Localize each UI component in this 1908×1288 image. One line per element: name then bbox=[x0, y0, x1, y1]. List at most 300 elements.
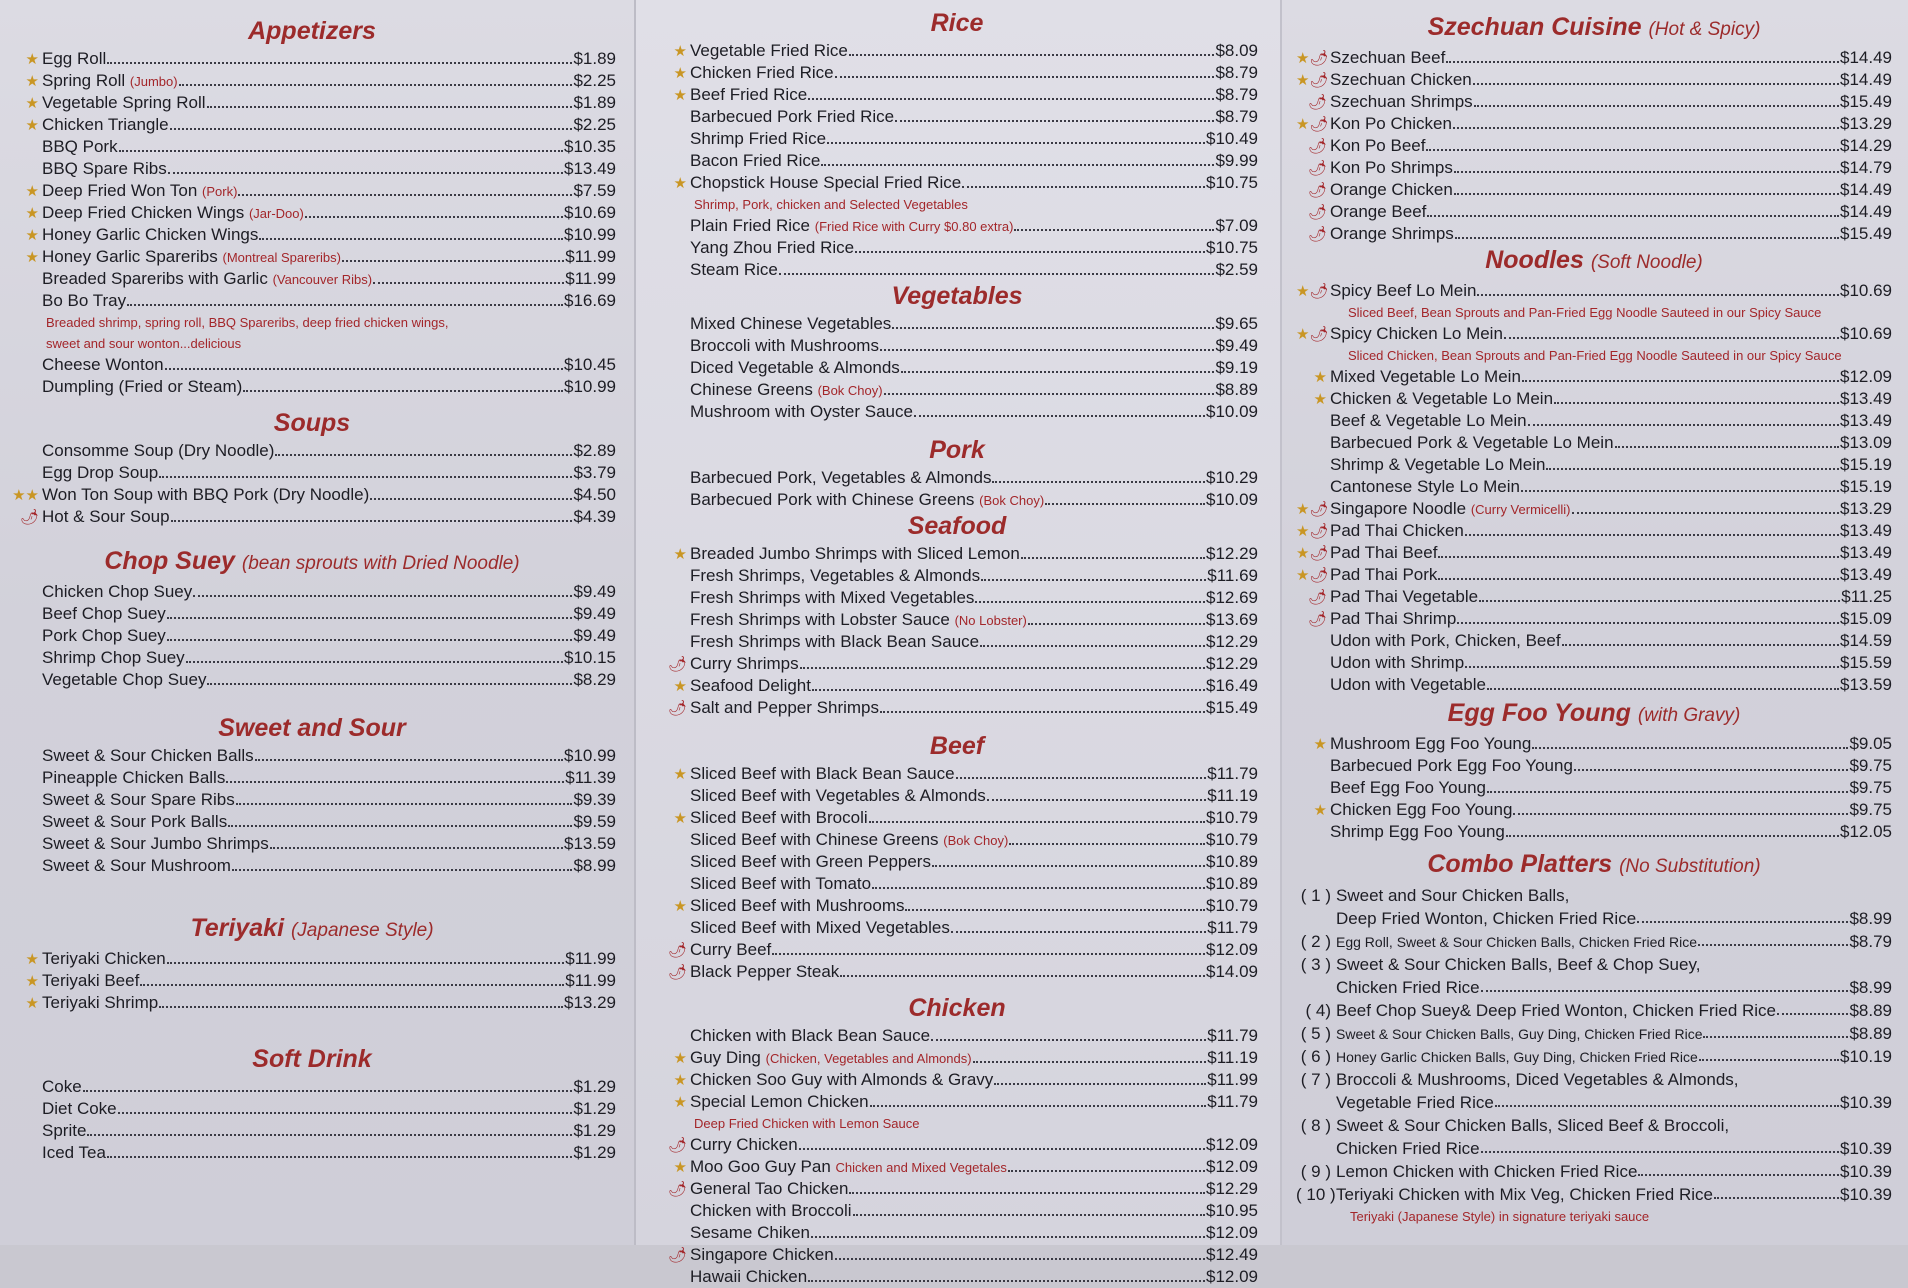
item-price: $1.89 bbox=[573, 93, 616, 112]
item-name bbox=[42, 462, 158, 484]
item-price: $3.79 bbox=[573, 463, 616, 482]
menu-item bbox=[656, 40, 1258, 62]
item-price: $7.59 bbox=[573, 181, 616, 200]
item-price: $13.49 bbox=[1840, 411, 1892, 430]
item-name bbox=[42, 1098, 117, 1120]
section-title: Teriyaki bbox=[190, 914, 285, 942]
item-name-text: Bo Bo Tray bbox=[42, 291, 127, 310]
dot-leader bbox=[167, 603, 573, 619]
star-icon: ★ bbox=[1296, 523, 1310, 540]
item-price: $10.69 bbox=[1840, 281, 1892, 300]
item-price: $11.25 bbox=[1841, 587, 1892, 606]
dot-leader bbox=[243, 376, 563, 392]
item-price: $11.19 bbox=[1207, 786, 1258, 805]
item-name-text: Curry Beef bbox=[690, 940, 772, 959]
dot-leader bbox=[835, 1244, 1205, 1260]
combo-number: ( 8 ) bbox=[1300, 1116, 1331, 1135]
dot-leader bbox=[827, 128, 1205, 144]
item-name bbox=[1330, 608, 1456, 630]
star-icon: ★ bbox=[1296, 283, 1310, 300]
combo-line bbox=[1296, 953, 1892, 976]
item-marker bbox=[1296, 800, 1330, 822]
dot-leader bbox=[987, 785, 1206, 801]
item-name bbox=[690, 40, 848, 62]
section-heading bbox=[656, 435, 1258, 465]
item-name-text: Hot & Sour Soup bbox=[42, 507, 170, 526]
item-name bbox=[42, 246, 341, 269]
section-heading bbox=[8, 546, 616, 579]
dot-leader bbox=[994, 1069, 1206, 1085]
item-name bbox=[42, 970, 139, 992]
item-price: $12.29 bbox=[1206, 632, 1258, 651]
dot-leader bbox=[812, 675, 1205, 691]
dot-leader bbox=[83, 1076, 573, 1092]
item-price: $16.49 bbox=[1206, 676, 1258, 695]
menu-panel-right bbox=[1282, 0, 1908, 1245]
item-name-text: Beef Fried Rice bbox=[690, 85, 808, 104]
item-name bbox=[1330, 91, 1473, 113]
star-icon: ★ bbox=[1313, 736, 1327, 753]
menu-item bbox=[8, 376, 616, 398]
item-name-text: Sliced Beef with Mixed Vegetables bbox=[690, 918, 950, 937]
item-name bbox=[690, 1156, 1007, 1179]
item-price: $15.59 bbox=[1840, 653, 1892, 672]
item-price: $10.29 bbox=[1206, 468, 1258, 487]
item-name bbox=[690, 851, 931, 873]
menu-section-beef bbox=[656, 731, 1258, 983]
item-name bbox=[42, 114, 169, 136]
item-name bbox=[1330, 201, 1426, 223]
combo-item bbox=[1296, 1160, 1892, 1183]
chili-pepper-icon: 🌶 bbox=[1309, 567, 1329, 584]
item-name-text: Teriyaki Chicken bbox=[42, 949, 166, 968]
menu-item bbox=[8, 1076, 616, 1098]
combo-text: Sweet & Sour Chicken Balls, Sliced Beef & Broccoli, bbox=[1336, 1116, 1730, 1135]
item-name-text: Sweet & Sour Chicken Balls bbox=[42, 746, 254, 765]
star-icon: ★ bbox=[25, 205, 39, 222]
dot-leader bbox=[179, 70, 573, 86]
item-name-text: Sliced Beef with Black Bean Sauce bbox=[690, 764, 955, 783]
item-name bbox=[690, 62, 834, 84]
star-icon: ★ bbox=[673, 43, 687, 60]
chili-pepper-icon: 🌶 bbox=[1309, 283, 1329, 300]
menu-panel-middle bbox=[636, 0, 1282, 1286]
combo-line bbox=[1296, 1114, 1892, 1137]
section-heading bbox=[1296, 12, 1892, 45]
item-note: (No Lobster) bbox=[954, 613, 1027, 628]
menu-item bbox=[656, 84, 1258, 106]
item-marker bbox=[656, 1245, 690, 1267]
combo-description: Deep Fried Wonton, Chicken Fried Rice bbox=[1336, 909, 1637, 928]
item-price: $10.79 bbox=[1206, 808, 1258, 827]
menu-section-seafood bbox=[656, 511, 1258, 719]
item-name bbox=[42, 202, 304, 225]
item-name bbox=[690, 587, 974, 609]
item-name-text: Diced Vegetable & Almonds bbox=[690, 358, 900, 377]
dot-leader bbox=[1427, 201, 1839, 217]
chili-pepper-icon: 🌶 bbox=[667, 1181, 687, 1198]
item-name-text: Broccoli with Mushrooms bbox=[690, 336, 879, 355]
menu-item bbox=[1296, 432, 1892, 454]
item-name-text: Chicken Soo Guy with Almonds & Gravy bbox=[690, 1070, 994, 1089]
star-icon: ★ bbox=[1296, 326, 1310, 343]
item-marker bbox=[656, 1070, 690, 1092]
dot-leader bbox=[981, 565, 1206, 581]
item-name-text: Curry Shrimps bbox=[690, 654, 799, 673]
item-marker bbox=[1296, 180, 1330, 202]
item-marker bbox=[656, 1092, 690, 1114]
dot-leader bbox=[238, 180, 572, 196]
item-name-text: Guy Ding bbox=[690, 1048, 761, 1067]
section-heading bbox=[656, 993, 1258, 1023]
menu-item bbox=[656, 1091, 1258, 1113]
item-price: $13.49 bbox=[564, 159, 616, 178]
menu-section-soft-drink bbox=[8, 1044, 616, 1164]
combo-text: Sweet and Sour Chicken Balls, bbox=[1336, 886, 1570, 905]
item-price: $9.99 bbox=[1215, 151, 1258, 170]
item-name bbox=[690, 467, 991, 489]
combo-description: Teriyaki Chicken with Mix Veg, Chicken Fried Rice bbox=[1336, 1185, 1713, 1204]
item-price: $10.49 bbox=[1206, 129, 1258, 148]
item-marker bbox=[1296, 499, 1330, 521]
dot-leader bbox=[951, 917, 1206, 933]
menu-item bbox=[1296, 91, 1892, 113]
item-name-text: Pad Thai Pork bbox=[1330, 565, 1438, 584]
item-note: (Bok Choy) bbox=[943, 833, 1009, 848]
dot-leader bbox=[1513, 799, 1848, 815]
item-note: (Bok Choy) bbox=[817, 383, 883, 398]
item-name bbox=[1330, 674, 1486, 696]
dot-leader bbox=[1487, 674, 1839, 690]
dot-leader bbox=[1014, 215, 1214, 231]
item-name bbox=[690, 873, 871, 895]
section-subtitle: (bean sprouts with Dried Noodle) bbox=[241, 553, 520, 574]
item-name bbox=[42, 506, 170, 528]
item-name-text: Pad Thai Vegetable bbox=[1330, 587, 1479, 606]
item-name bbox=[42, 354, 164, 376]
item-price: $15.49 bbox=[1840, 92, 1892, 111]
item-price: $12.09 bbox=[1206, 1267, 1258, 1286]
dot-leader bbox=[167, 948, 565, 964]
dot-leader bbox=[232, 855, 572, 871]
item-marker bbox=[8, 71, 42, 93]
item-name bbox=[42, 767, 225, 789]
item-price: $14.59 bbox=[1840, 631, 1892, 650]
item-price: $12.09 bbox=[1206, 940, 1258, 959]
item-marker bbox=[656, 63, 690, 85]
menu-item bbox=[656, 939, 1258, 961]
dot-leader bbox=[870, 1091, 1207, 1107]
menu-item bbox=[8, 948, 616, 970]
item-price: $9.49 bbox=[573, 604, 616, 623]
menu-section-vegetables bbox=[656, 281, 1258, 423]
item-price: $13.59 bbox=[1840, 675, 1892, 694]
combo-price: $10.39 bbox=[1840, 1162, 1892, 1181]
dot-leader bbox=[1554, 388, 1839, 404]
dot-leader bbox=[87, 1120, 572, 1136]
item-name-text: Pork Chop Suey bbox=[42, 626, 166, 645]
section-subtitle: (Hot & Spicy) bbox=[1648, 19, 1761, 40]
menu-item bbox=[1296, 821, 1892, 843]
item-note: (Chicken, Vegetables and Almonds) bbox=[765, 1051, 972, 1066]
combo-description: Egg Roll, Sweet & Sour Chicken Balls, Chicken Fried Rice bbox=[1336, 934, 1698, 950]
section-title: Soft Drink bbox=[252, 1045, 372, 1073]
item-marker bbox=[8, 93, 42, 115]
item-name-text: Beef Egg Foo Young bbox=[1330, 778, 1486, 797]
dot-leader bbox=[895, 106, 1214, 122]
dot-leader bbox=[1487, 777, 1848, 793]
star-icon: ★ bbox=[1313, 369, 1327, 386]
menu-item bbox=[8, 440, 616, 462]
item-price: $14.79 bbox=[1840, 158, 1892, 177]
item-name bbox=[690, 917, 950, 939]
section-title: Combo Platters bbox=[1427, 850, 1613, 878]
item-name-text: BBQ Pork bbox=[42, 137, 118, 156]
item-name-text: Pad Thai Beef bbox=[1330, 543, 1438, 562]
dot-leader bbox=[1453, 113, 1839, 129]
item-price: $10.75 bbox=[1206, 173, 1258, 192]
dot-leader bbox=[186, 647, 563, 663]
item-name bbox=[690, 313, 891, 335]
dot-leader bbox=[835, 62, 1215, 78]
menu-item bbox=[8, 114, 616, 136]
item-price: $4.39 bbox=[573, 507, 616, 526]
item-name bbox=[1330, 280, 1476, 302]
dot-leader bbox=[159, 992, 563, 1008]
menu-item bbox=[8, 268, 616, 290]
item-name-text: Mushroom Egg Foo Young bbox=[1330, 734, 1532, 753]
item-name bbox=[42, 268, 372, 291]
item-price: $9.65 bbox=[1215, 314, 1258, 333]
item-price: $2.59 bbox=[1215, 260, 1258, 279]
menu-item bbox=[1296, 388, 1892, 410]
star-icon: ★ bbox=[673, 1072, 687, 1089]
menu-item bbox=[656, 489, 1258, 511]
item-name bbox=[42, 158, 167, 180]
item-price: $13.29 bbox=[564, 993, 616, 1012]
dot-leader bbox=[808, 84, 1214, 100]
item-name-text: Vegetable Chop Suey bbox=[42, 670, 207, 689]
item-name bbox=[1330, 179, 1453, 201]
menu-item bbox=[656, 873, 1258, 895]
item-name-text: Mushroom with Oyster Sauce bbox=[690, 402, 913, 421]
combo-number: ( 10 ) bbox=[1296, 1185, 1336, 1204]
item-name bbox=[690, 84, 807, 106]
item-price: $9.59 bbox=[573, 812, 616, 831]
dot-leader bbox=[1028, 609, 1205, 625]
item-name-text: Sliced Beef with Brocoli bbox=[690, 808, 868, 827]
item-price: $11.99 bbox=[1207, 1070, 1258, 1089]
item-name bbox=[1330, 410, 1527, 432]
item-name-text: Szechuan Shrimps bbox=[1330, 92, 1473, 111]
dot-leader bbox=[1638, 1160, 1839, 1176]
menu-item bbox=[656, 1069, 1258, 1091]
item-marker bbox=[656, 764, 690, 786]
item-name-text: Fresh Shrimps with Black Bean Sauce bbox=[690, 632, 980, 651]
menu-section-rice bbox=[656, 8, 1258, 281]
item-marker bbox=[656, 962, 690, 984]
combo-line bbox=[1296, 884, 1892, 907]
section-title: Chicken bbox=[908, 994, 1006, 1022]
item-name-text: Orange Shrimps bbox=[1330, 224, 1454, 243]
combo-price: $10.19 bbox=[1840, 1047, 1892, 1066]
combo-line bbox=[1296, 1068, 1892, 1091]
star-icon: ★ bbox=[673, 546, 687, 563]
chili-pepper-icon: 🌶 bbox=[1309, 116, 1329, 133]
menu-item bbox=[656, 172, 1258, 194]
section-title: Sweet and Sour bbox=[218, 714, 406, 742]
item-name bbox=[1330, 69, 1472, 91]
section-subtitle: (with Gravy) bbox=[1637, 705, 1741, 726]
item-name-text: Moo Goo Guy Pan bbox=[690, 1157, 831, 1176]
menu-item bbox=[1296, 608, 1892, 630]
item-name bbox=[690, 335, 879, 357]
menu-item bbox=[656, 1156, 1258, 1178]
item-marker bbox=[1296, 114, 1330, 136]
chili-pepper-icon: 🌶 bbox=[667, 656, 687, 673]
dot-leader bbox=[772, 939, 1205, 955]
item-note: Chicken and Mixed Vegetales bbox=[835, 1160, 1007, 1175]
item-price: $13.49 bbox=[1840, 543, 1892, 562]
item-name bbox=[42, 992, 158, 1014]
combo-number: ( 3 ) bbox=[1300, 955, 1331, 974]
item-name-text: Kon Po Chicken bbox=[1330, 114, 1452, 133]
item-price: $11.19 bbox=[1207, 1048, 1258, 1067]
dot-leader bbox=[849, 1178, 1205, 1194]
menu-item bbox=[656, 895, 1258, 917]
menu-item bbox=[8, 462, 616, 484]
menu-item bbox=[8, 1098, 616, 1120]
item-name-text: Chicken with Black Bean Sauce bbox=[690, 1026, 931, 1045]
dot-leader bbox=[259, 224, 563, 240]
item-price: $11.99 bbox=[565, 949, 616, 968]
item-marker bbox=[1296, 521, 1330, 543]
combo-price: $10.39 bbox=[1840, 1139, 1892, 1158]
dot-leader bbox=[226, 767, 564, 783]
star-icon: ★ bbox=[25, 951, 39, 968]
menu-item bbox=[1296, 733, 1892, 755]
dot-leader bbox=[808, 1266, 1205, 1282]
dot-leader bbox=[892, 313, 1214, 329]
section-subtitle: (Japanese Style) bbox=[290, 920, 434, 941]
menu-item bbox=[8, 92, 616, 114]
menu-item bbox=[1296, 520, 1892, 542]
chili-pepper-icon: 🌶 bbox=[667, 1137, 687, 1154]
item-name bbox=[690, 489, 1044, 512]
item-price: $13.09 bbox=[1840, 433, 1892, 452]
item-price: $9.19 bbox=[1215, 358, 1258, 377]
item-name bbox=[42, 833, 269, 855]
menu-item bbox=[656, 1047, 1258, 1069]
item-price: $10.99 bbox=[564, 746, 616, 765]
item-price: $13.49 bbox=[1840, 521, 1892, 540]
combo-price: $8.89 bbox=[1849, 1001, 1892, 1020]
dot-leader bbox=[962, 172, 1205, 188]
dot-leader bbox=[1474, 91, 1839, 107]
menu-item bbox=[8, 1120, 616, 1142]
item-name bbox=[1330, 454, 1545, 476]
dot-leader bbox=[305, 202, 563, 218]
dot-leader bbox=[1495, 1091, 1839, 1107]
menu-item bbox=[8, 70, 616, 92]
dot-leader bbox=[869, 807, 1205, 823]
item-price: $10.89 bbox=[1206, 874, 1258, 893]
item-name bbox=[690, 1266, 807, 1288]
item-marker bbox=[8, 971, 42, 993]
menu-item bbox=[656, 675, 1258, 697]
chili-pepper-icon: 🌶 bbox=[19, 509, 39, 526]
item-marker bbox=[656, 173, 690, 195]
item-name bbox=[690, 106, 894, 128]
item-name bbox=[42, 811, 227, 833]
menu-item bbox=[656, 106, 1258, 128]
item-name-text: Plain Fried Rice bbox=[690, 216, 810, 235]
item-name-text: Beef Chop Suey bbox=[42, 604, 166, 623]
item-name bbox=[42, 92, 206, 114]
star-icon: ★ bbox=[1313, 802, 1327, 819]
item-name bbox=[42, 603, 166, 625]
item-price: $7.09 bbox=[1215, 216, 1258, 235]
menu-item bbox=[656, 467, 1258, 489]
item-name-text: Mixed Vegetable Lo Mein bbox=[1330, 367, 1521, 386]
item-marker bbox=[1296, 565, 1330, 587]
item-marker bbox=[8, 49, 42, 71]
item-name-text: Coke bbox=[42, 1077, 82, 1096]
item-price: $11.79 bbox=[1207, 1026, 1258, 1045]
star-icon: ★ bbox=[25, 227, 39, 244]
menu-section-combo-platters bbox=[1296, 849, 1892, 1227]
item-name bbox=[1330, 323, 1503, 345]
item-name-text: Mixed Chinese Vegetables bbox=[690, 314, 892, 333]
dot-leader bbox=[855, 237, 1205, 253]
menu-item bbox=[1296, 564, 1892, 586]
item-name-text: Fresh Shrimps, Vegetables & Almonds bbox=[690, 566, 981, 585]
item-name bbox=[690, 565, 980, 587]
item-name bbox=[690, 1244, 834, 1266]
section-title: Noodles bbox=[1485, 246, 1584, 274]
item-marker bbox=[1296, 202, 1330, 224]
dot-leader bbox=[1504, 323, 1839, 339]
item-price: $4.50 bbox=[573, 485, 616, 504]
menu-item bbox=[656, 313, 1258, 335]
dot-leader bbox=[973, 1047, 1207, 1063]
dot-leader bbox=[811, 1222, 1205, 1238]
menu-item bbox=[1296, 47, 1892, 69]
menu-item bbox=[1296, 674, 1892, 696]
item-name bbox=[690, 631, 979, 653]
item-name bbox=[690, 379, 883, 402]
item-price: $11.99 bbox=[565, 971, 616, 990]
menu-item bbox=[8, 789, 616, 811]
item-price: $12.09 bbox=[1840, 367, 1892, 386]
item-name bbox=[1330, 476, 1520, 498]
item-name-text: Yang Zhou Fried Rice bbox=[690, 238, 855, 257]
dot-leader bbox=[1714, 1183, 1839, 1199]
item-price: $15.49 bbox=[1840, 224, 1892, 243]
item-name-text: Shrimp Chop Suey bbox=[42, 648, 185, 667]
star-icon: ★ bbox=[1296, 545, 1310, 562]
item-name bbox=[42, 376, 242, 398]
item-name-text: Salt and Pepper Shrimps bbox=[690, 698, 879, 717]
item-price: $14.09 bbox=[1206, 962, 1258, 981]
item-name-text: Orange Beef bbox=[1330, 202, 1427, 221]
item-price: $11.69 bbox=[1207, 566, 1258, 585]
dot-leader bbox=[1698, 930, 1848, 946]
item-name bbox=[690, 1091, 869, 1113]
item-price: $9.49 bbox=[573, 582, 616, 601]
item-name bbox=[1330, 777, 1486, 799]
item-price: $2.89 bbox=[573, 441, 616, 460]
